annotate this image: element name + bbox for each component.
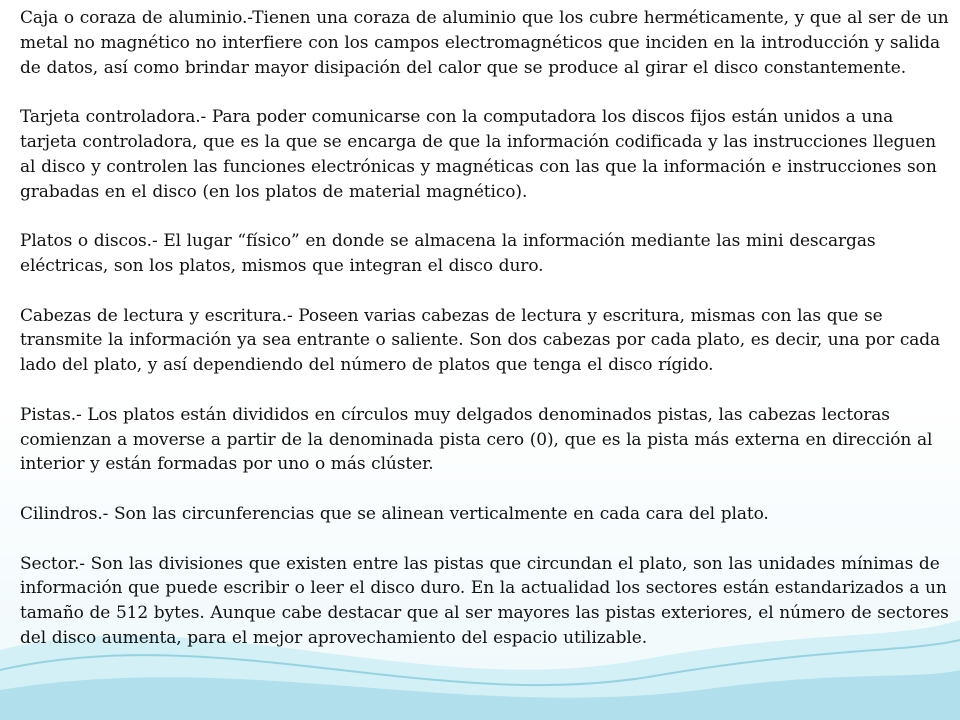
text-body: [20, 6, 954, 651]
paragraph-pistas: Pistas.- Los platos están divididos en círculos muy delgados denominados pistas, las cabezas lectoras comienzan a moverse a partir de la denominada pista cero (0), que es la pista más externa en dirección al interior y están formadas por uno o más clúster.: [20, 404, 933, 475]
paragraph-tarjeta-controladora: Tarjeta controladora.- Para poder comunicarse con la computadora los discos fijos están unidos a una tarjeta controladora, que es la que se encarga de que la información codificada y las instrucciones lleguen al disco y controlen las funciones electrónicas y magnéticas con las que la información e instrucciones son grabadas en el disco (en los platos de material magnético).: [20, 107, 937, 202]
paragraph-sector: Sector.- Son las divisiones que existen entre las pistas que circundan el plato, son las unidades mínimas de información que puede escribir o leer el disco duro. En la actualidad los sectores están estandarizados a un tamaño de 512 bytes. Aunque cabe destacar que al ser mayores las pistas exteriores, el número de sectores del disco aumenta, para el mejor aprovechamiento del espacio utilizable.: [20, 553, 949, 648]
paragraph-cilindros: Cilindros.- Son las circunferencias que se alinean verticalmente en cada cara del plato.: [20, 503, 769, 524]
paragraph-cabezas-lectura: Cabezas de lectura y escritura.- Poseen varias cabezas de lectura y escritura, mismas con las que se transmite la información ya sea entrante o saliente. Son dos cabezas por cada plato, es decir, una por cada lado del plato, y así dependiendo del número de platos que tenga el disco rígido.: [20, 305, 941, 376]
paragraph-caja-coraza: Caja o coraza de aluminio.-Tienen una coraza de aluminio que los cubre herméticamente, y que al ser de un metal no magnético no interfiere con los campos electromagnéticos que inciden en la introducción y salida de datos, así como brindar mayor disipación del calor que se produce al girar el disco constantemente.: [20, 8, 949, 78]
paragraph-platos-discos: Platos o discos.- El lugar “físico” en donde se almacena la información mediante las mini descargas eléctricas, son los platos, mismos que integran el disco duro.: [20, 231, 876, 276]
